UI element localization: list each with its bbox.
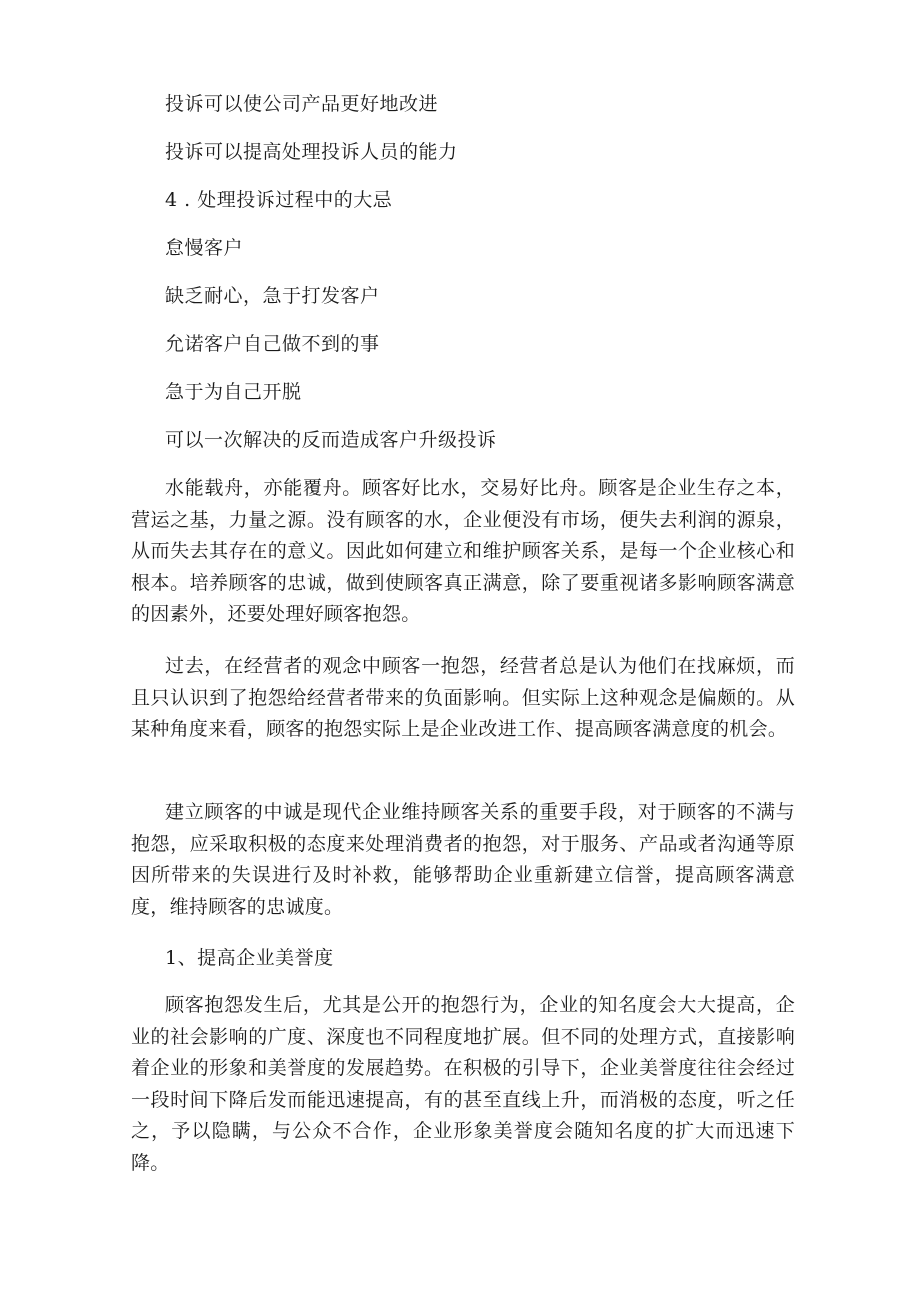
list-item: 缺乏耐心，急于打发客户 bbox=[165, 285, 380, 307]
paragraph: 建立顾客的中诚是现代企业维持顾客关系的重要手段，对于顾客的不满与抱怨，应采取积极的态度来处理消费者的抱怨，对于服务、产品或者沟通等原因所带来的失误进行及时补救，能够帮助企业重新建立信誉，提高顾客满意度，维持顾客的忠诚度。 bbox=[131, 801, 795, 918]
list-item: 允诺客户自己做不到的事 bbox=[165, 333, 380, 355]
list-item: 投诉可以使公司产品更好地改进 bbox=[165, 93, 439, 115]
section-heading: 4 . 处理投诉过程中的大忌 bbox=[165, 189, 393, 211]
paragraph: 过去，在经营者的观念中顾客一抱怨，经营者总是认为他们在找麻烦，而且只认识到了抱怨给经营者带来的负面影响。但实际上这种观念是偏颇的。从某种角度来看，顾客的抱怨实际上是企业改进工作、提高顾客满意度的机会。 bbox=[131, 655, 795, 740]
list-item: 急于为自己开脱 bbox=[165, 381, 302, 403]
section-heading: 1、提高企业美誉度 bbox=[165, 947, 334, 969]
list-item: 可以一次解决的反而造成客户升级投诉 bbox=[165, 429, 497, 451]
paragraph: 水能载舟，亦能覆舟。顾客好比水，交易好比舟。顾客是企业生存之本，营运之基，力量之源。没有顾客的水，企业便没有市场，便失去利润的源泉，从而失去其存在的意义。因此如何建立和维护顾客关系，是每一个企业核心和根本。培养顾客的忠诚，做到使顾客真正满意，除了要重视诸多影响顾客满意的因素外，还要处理好顾客抱怨。 bbox=[131, 477, 795, 625]
list-item: 怠慢客户 bbox=[165, 237, 244, 259]
list-item: 投诉可以提高处理投诉人员的能力 bbox=[165, 141, 458, 163]
paragraph: 顾客抱怨发生后，尤其是公开的抱怨行为，企业的知名度会大大提高，企业的社会影响的广度、深度也不同程度地扩展。但不同的处理方式，直接影响着企业的形象和美誉度的发展趋势。在积极的引导下，企业美誉度往往会经过一段时间下降后发而能迅速提高，有的甚至直线上升，而消极的态度，听之任之，予以隐瞒，与公众不合作，企业形象美誉度会随知名度的扩大而迅速下降。 bbox=[131, 994, 795, 1174]
